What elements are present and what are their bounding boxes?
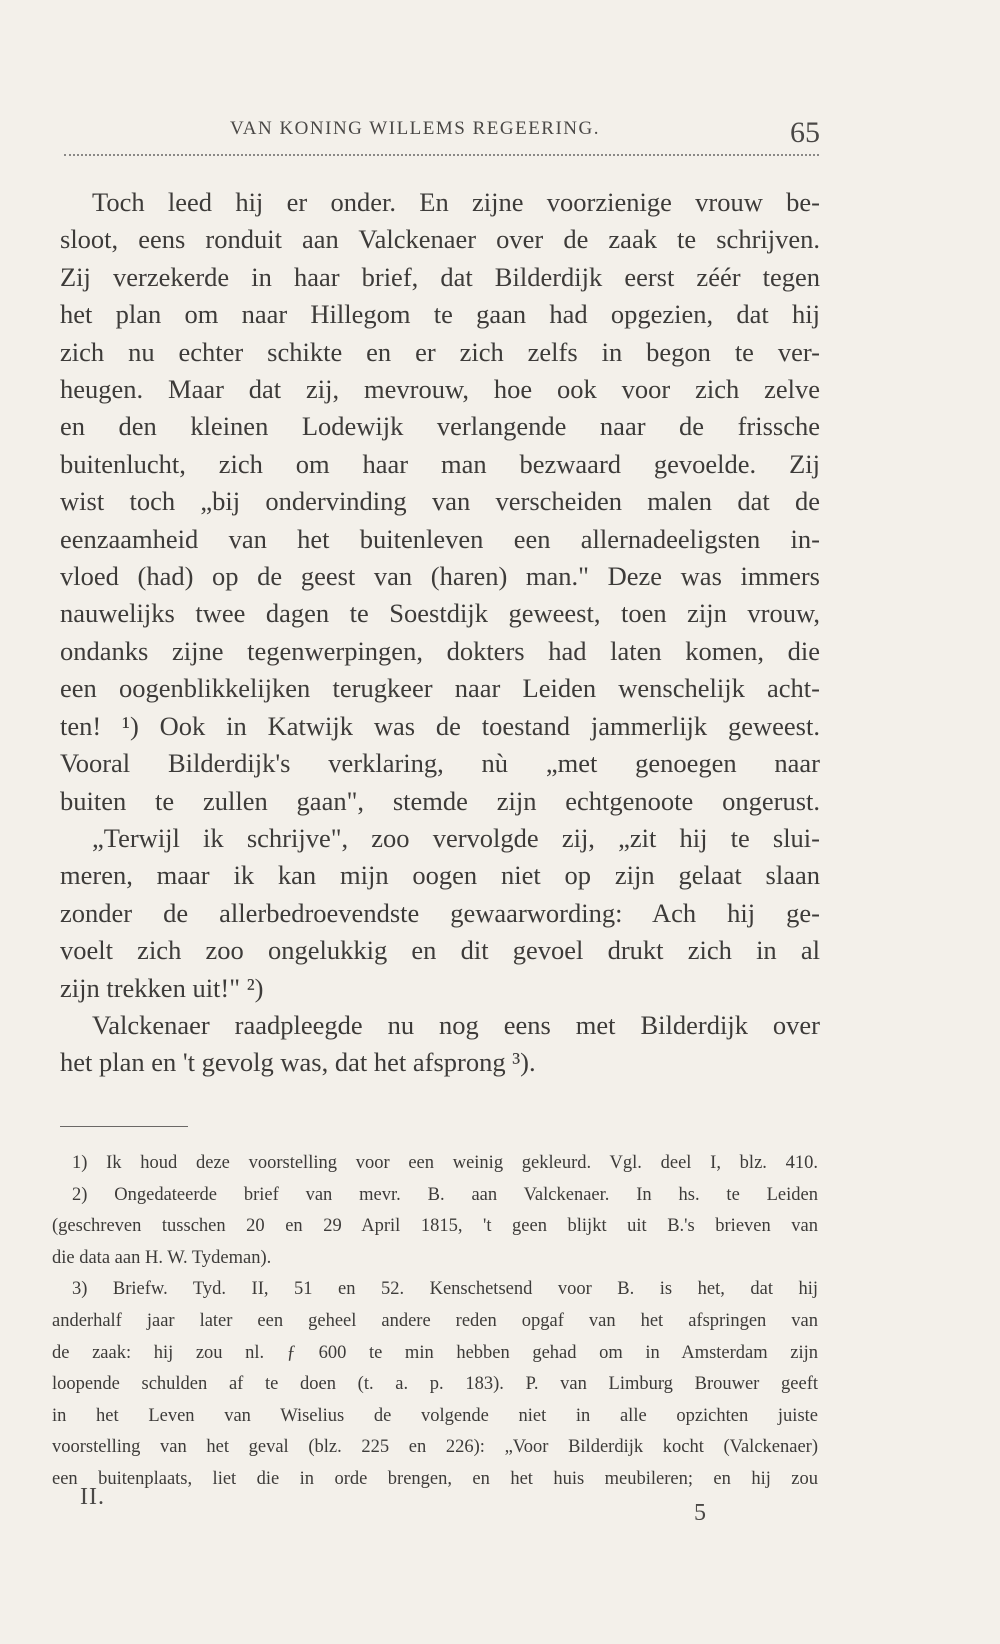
footnote-line: (geschreven tusschen 20 en 29 April 1815, 't geen blijkt uit B.'s brieven van <box>52 1216 818 1237</box>
text-line: eenzaamheid van het buitenleven een allernadeeligsten in- <box>60 523 820 554</box>
text-line: ten! ¹) Ook in Katwijk was de toestand jammerlijk geweest. <box>60 710 820 741</box>
text-line: Valckenaer raadpleegde nu nog eens met Bilderdijk over <box>92 1009 820 1040</box>
footnote-line: loopende schulden af te doen (t. a. p. 183). P. van Limburg Brouwer geeft <box>52 1374 818 1395</box>
text-line: het plan en 't gevolg was, dat het afsprong ³). <box>60 1047 536 1078</box>
text-line: het plan om naar Hillegom te gaan had opgezien, dat hij <box>60 299 820 330</box>
text-line: ondanks zijne tegenwerpingen, dokters had laten komen, die <box>60 635 820 666</box>
text-line: zich nu echter schikte en er zich zelfs in begon te ver- <box>60 336 820 367</box>
text-line: wist toch „bij ondervinding van verscheiden malen dat de <box>60 486 820 517</box>
text-line: heugen. Maar dat zij, mevrouw, hoe ook voor zich zelve <box>60 374 820 405</box>
footnote-line: anderhalf jaar later een geheel andere reden opgaf van het afspringen van <box>52 1310 818 1331</box>
footnote-line: 2) Ongedateerde brief van mevr. B. aan Valckenaer. In hs. te Leiden <box>72 1184 818 1205</box>
text-line: Toch leed hij er onder. En zijne voorzienige vrouw be- <box>92 187 820 217</box>
text-line: buiten te zullen gaan", stemde zijn echtgenoote ongerust. <box>60 785 820 816</box>
footnote-line: in het Leven van Wiselius de volgende niet in alle opzichten juiste <box>52 1405 818 1426</box>
running-title: VAN KONING WILLEMS REGEERING. <box>230 118 600 139</box>
footnote-line: die data aan H. W. Tydeman). <box>52 1247 272 1268</box>
text-line: nauwelijks twee dagen te Soestdijk geweest, toen zijn vrouw, <box>60 598 820 629</box>
text-line: en den kleinen Lodewijk verlangende naar de frissche <box>60 411 820 442</box>
signature-number: 5 <box>694 1500 706 1526</box>
footnote-line: een buitenplaats, liet die in orde brengen, en het huis meubileren; en hij zou <box>52 1468 818 1489</box>
text-line: een oogenblikkelijken terugkeer naar Leiden wenschelijk acht- <box>60 673 820 704</box>
text-line: voelt zich zoo ongelukkig en dit gevoel drukt zich in al <box>60 935 820 966</box>
text-line: Zij verzekerde in haar brief, dat Bilderdijk eerst zéér tegen <box>60 261 820 292</box>
text-line: meren, maar ik kan mijn oogen niet op zijn gelaat slaan <box>60 860 820 891</box>
page-number: 65 <box>790 116 820 149</box>
footnote-line: 1) Ik houd deze voorstelling voor een weinig gekleurd. Vgl. deel I, blz. 410. <box>72 1153 818 1173</box>
footnote-line: 3) Briefw. Tyd. II, 51 en 52. Kenschetsend voor B. is het, dat hij <box>72 1279 818 1300</box>
text-line: buitenlucht, zich om haar man bezwaard gevoelde. Zij <box>60 448 820 479</box>
footnote-line: voorstelling van het geval (blz. 225 en 226): „Voor Bilderdijk kocht (Valckenaer) <box>52 1437 818 1458</box>
text-line: sloot, eens ronduit aan Valckenaer over de zaak te schrijven. <box>60 224 820 255</box>
signature-mark: II. <box>80 1484 105 1510</box>
footnote-rule <box>60 1126 188 1127</box>
text-line: zonder de allerbedroevendste gewaarwording: Ach hij ge- <box>60 897 820 928</box>
text-line: Vooral Bilderdijk's verklaring, nù „met genoegen naar <box>60 748 820 779</box>
text-line: zijn trekken uit!" ²) <box>60 972 264 1003</box>
footnotes <box>52 1148 818 1496</box>
footnote-line: de zaak: hij zou nl. ƒ 600 te min hebben gehad om in Amsterdam zijn <box>52 1342 818 1363</box>
text-line: vloed (had) op de geest van (haren) man." Deze was immers <box>60 561 820 592</box>
header-rule <box>64 154 819 156</box>
text-line: „Terwijl ik schrijve", zoo vervolgde zij, „zit hij te slui- <box>92 822 820 853</box>
main-text <box>60 184 820 1082</box>
